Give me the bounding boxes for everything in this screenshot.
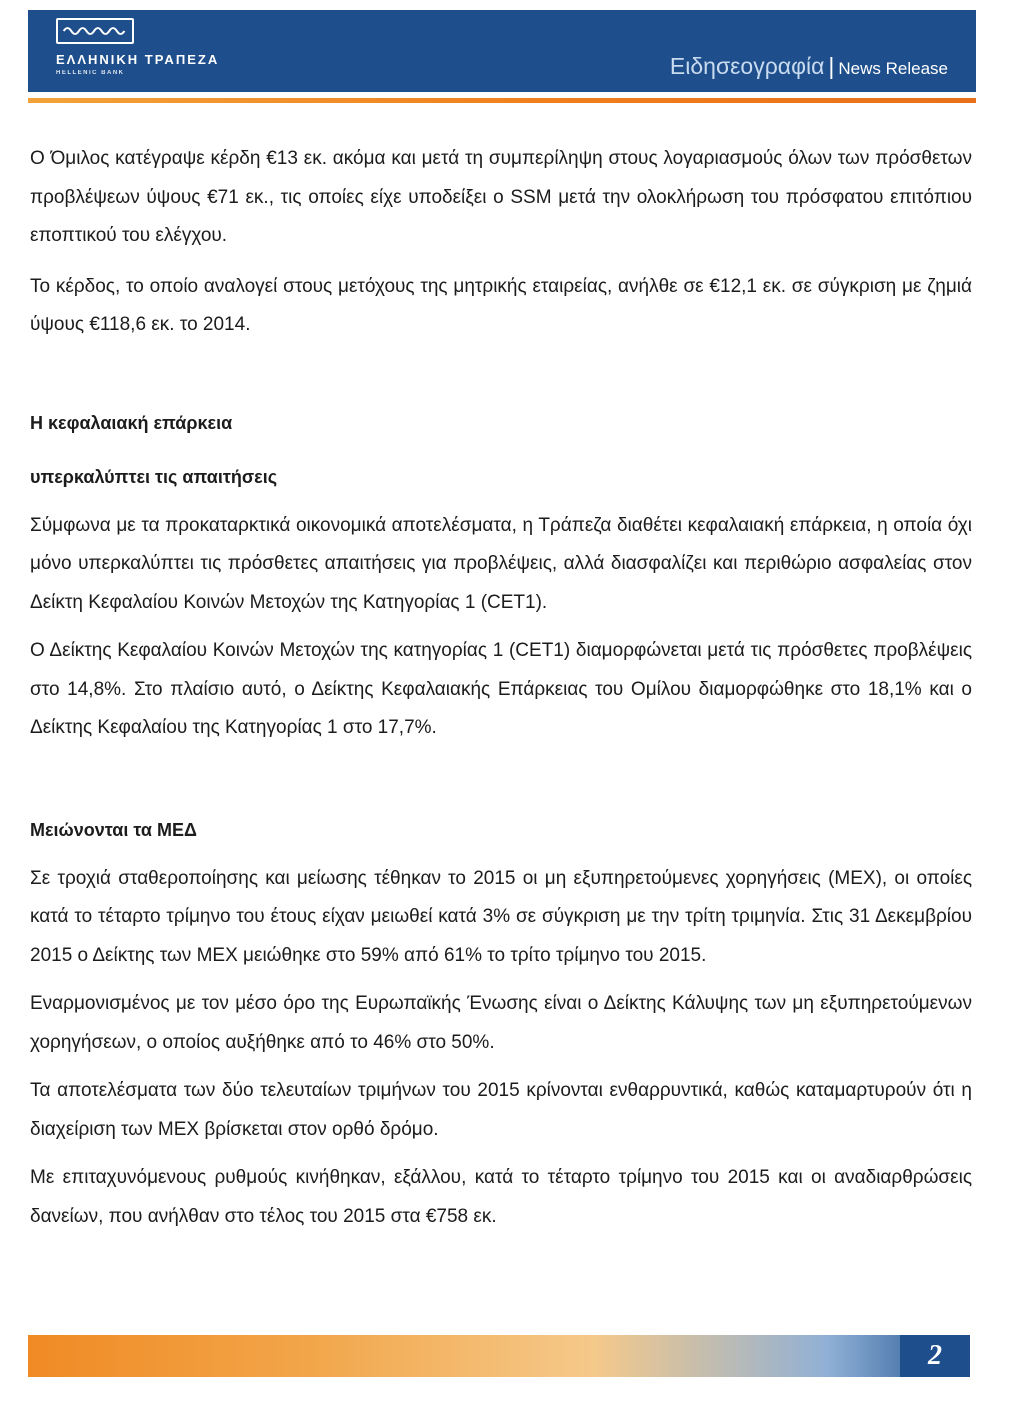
section-heading-capital-line2: υπερκαλύπτει τις απαιτήσεις [30,466,278,487]
page-footer [28,1335,970,1377]
title-separator: | [828,53,835,79]
page-number: 2 [900,1335,970,1377]
paragraph-group-profit: Ο Όμιλος κατέγραψε κέρδη €13 εκ. ακόμα και μετά τη συμπερίληψη στους λογαριασμούς όλων των πρόσθετων προβλέψεων ύψους €71 εκ., τις οποίες είχε υποδείξει ο SSM μετά την ολοκλήρωση του πρόσφατου επιτόπιου εποπτικού του ελέγχου. [30,148,972,246]
paragraph-cet1-ratio: Ο Δείκτης Κεφαλαίου Κοινών Μετοχών της κατηγορίας 1 (CET1) διαμορφώνεται μετά τις πρόσθετες προβλέψεις στο 14,8%. Στο πλαίσιο αυτό, ο Δείκτης Κεφαλαιακής Επάρκειας του Ομίλου διαμορφώθηκε στο 18,1% και ο Δείκτης Κεφαλαίου της Κατηγορίας 1 στο 17,7%. [30,640,972,738]
bank-name: ΕΛΛΗΝΙΚΗ ΤΡΑΠΕΖΑ [56,52,220,67]
paragraph-npl-reduction: Σε τροχιά σταθεροποίησης και μείωσης τέθηκαν το 2015 οι μη εξυπηρετούμενες χορηγήσεις (ΜΕΧ), οι οποίες κατά το τέταρτο τρίμηνο του έτους είχαν μειωθεί κατά 3% σε σύγκριση με την τρίτη τριμηνία. Στις 31 Δεκεμβρίου 2015 ο Δείκτης των ΜΕΧ μειώθηκε στο 59% από 61% το τρίτο τρίμηνο του 2015. [30,867,972,966]
bank-name-english: HELLENIC BANK [56,70,125,76]
paragraph-shareholders-profit: Το κέρδος, το οποίο αναλογεί στους μετόχους της μητρικής εταιρείας, ανήλθε σε €12,1 εκ. σε σύγκριση με ζημιά ύψους €118,6 εκ. το 2014. [30,275,972,335]
paragraph-loan-restructuring: Με επιταχυνόμενους ρυθμούς κινήθηκαν, εξάλλου, κατά το τέταρτο τρίμηνο του 2015 και οι αναδιαρθρώσεις δανείων, που ανήλθαν στο τέλος του 2015 στα €758 εκ. [30,1167,972,1227]
document-body [30,140,972,1236]
section-heading-npl: Μειώνονται τα ΜΕΔ [30,819,197,840]
release-title [670,53,948,80]
header-divider [28,98,976,103]
section-heading-capital-line1: Η κεφαλαιακή επάρκεια [30,412,233,433]
paragraph-capital-adequacy: Σύμφωνα με τα προκαταρκτικά οικονομικά αποτελέσματα, η Τράπεζα διαθέτει κεφαλαιακή επάρκεια, η οποία όχι μόνο υπερκαλύπτει τις πρόσθετες απαιτήσεις για προβλέψεις, αλλά διασφαλίζει και περιθώριο ασφαλείας στον Δείκτη Κεφαλαίου Κοινών Μετοχών της Κατηγορίας 1 (CET1). [30,514,972,613]
release-title-english: News Release [838,59,948,78]
paragraph-quarter-results: Τα αποτελέσματα των δύο τελευταίων τριμήνων του 2015 κρίνονται ενθαρρυντικά, καθώς καταμαρτυρούν ότι η διαχείριση των ΜΕΧ βρίσκεται στον ορθό δρόμο. [30,1080,972,1140]
release-title-greek: Ειδησεογραφία [669,53,825,79]
paragraph-coverage-ratio: Εναρμονισμένος με τον μέσο όρο της Ευρωπαϊκής Ένωσης είναι ο Δείκτης Κάλυψης των μη εξυπηρετούμενων χορηγήσεων, ο οποίος αυξήθηκε από το 46% στο 50%. [30,993,972,1053]
bank-logo-icon [56,18,134,44]
page-header [28,10,976,92]
